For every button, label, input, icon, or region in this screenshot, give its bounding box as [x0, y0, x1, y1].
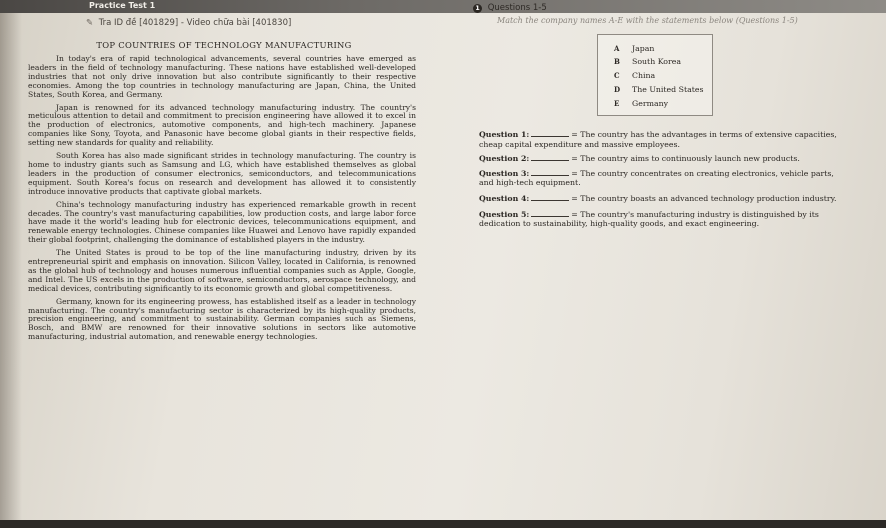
question-1: [479, 130, 849, 149]
question-label: Question 5:: [479, 209, 530, 219]
question-text: = The country aims to continuously launch new products.: [571, 154, 800, 164]
option-name: Japan: [632, 44, 655, 53]
option-letter: E: [614, 99, 620, 108]
article-paragraph: In today's era of rapid technological advancements, several countries have emerged as leaders in the field of technology manufacturing. These nations have established well-developed industries that not only drive innovation but also contribute significantly to their respective economies. Among the top countries in technology manufacturing are Japan, China, the United States, South Korea, and Germany.: [28, 54, 416, 99]
source-line[interactable]: [86, 18, 291, 28]
question-badge: 1: [473, 4, 482, 13]
page-shadow: [0, 0, 22, 528]
question-label: Question 4:: [479, 193, 530, 203]
article-paragraph: South Korea has also made significant strides in technology manufacturing. The country is home to industry giants such as Samsung and LG, which have established themselves as global leaders in the production of consumer electronics, semiconductors, and telecommunications equipment. South Korea's focus on research and development has allowed it to consistently introduce innovative products that captivate global markets.: [28, 151, 416, 196]
option-letter: B: [614, 57, 620, 66]
options-box: [597, 34, 713, 116]
question-text: = The country has the advantages in terms of extensive capacities, cheap capital expenditure and massive employees.: [479, 130, 837, 149]
question-label: Question 3:: [479, 168, 530, 178]
question-text: = The country's manufacturing industry is distinguished by its dedication to sustainability, high-quality goods, and exact engineering.: [479, 209, 819, 229]
question-4: [479, 194, 849, 204]
question-list: [479, 130, 849, 231]
question-5: [479, 210, 849, 229]
instruction-text: Match the company names A-E with the statements below (Questions 1-5): [497, 16, 798, 25]
answer-blank[interactable]: [531, 210, 569, 217]
question-2: [479, 154, 849, 164]
question-label: Question 2:: [479, 154, 530, 164]
question-label: Question 1:: [479, 130, 530, 139]
question-text: = The country boasts an advanced technology production industry.: [571, 193, 837, 203]
article: [28, 40, 416, 346]
bottom-edge: [0, 520, 886, 528]
option-name: The United States: [632, 85, 704, 94]
option-name: China: [632, 71, 656, 80]
option-name: South Korea: [632, 57, 681, 66]
pencil-icon: ✎: [86, 18, 94, 28]
questions-header: [473, 3, 547, 13]
question-3: [479, 169, 849, 188]
article-paragraph: Germany, known for its engineering prowess, has established itself as a leader in technology manufacturing. The country's manufacturing sector is characterized by its high-quality products, precision engineering, and commitment to sustainability. German companies such as Siemens, Bosch, and BMW are renowned for their innovative solutions in sectors like automotive manufacturing, industrial automation, and renewable energy technologies.: [28, 296, 416, 342]
answer-blank[interactable]: [531, 130, 569, 137]
top-bar: [0, 0, 886, 13]
option-letter: D: [614, 85, 621, 94]
source-line-text[interactable]: Tra ID đề [401829] - Video chữa bài [401830]: [98, 18, 292, 28]
question-text: = The country concentrates on creating electronics, vehicle parts, and high-tech equipment.: [479, 168, 834, 188]
option-letter: C: [614, 71, 620, 80]
practice-title: Practice Test 1: [89, 1, 156, 10]
article-title: TOP COUNTRIES OF TECHNOLOGY MANUFACTURING: [96, 40, 352, 50]
article-paragraph: The United States is proud to be top of the line manufacturing industry, driven by its entrepreneurial spirit and emphasis on innovation. Silicon Valley, located in California, is renowned as the global hub of technology and houses numerous influential companies such as Apple, Google, and Intel. The US excels in the production of software, semiconductors, aerospace technology, and medical devices, contributing significantly to its economic growth and global competitiveness.: [28, 248, 416, 293]
option-name: Germany: [632, 99, 669, 108]
answer-blank[interactable]: [531, 194, 569, 201]
answer-blank[interactable]: [531, 154, 569, 161]
article-paragraph: Japan is renowned for its advanced technology manufacturing industry. The country's meticulous attention to detail and commitment to precision engineering have allowed it to excel in the production of electronics, automotive components, and high-tech machinery. Japanese companies like Sony, Toyota, and Panasonic have become global giants in their respective fields, setting new standards for quality and reliability.: [28, 102, 416, 148]
answer-blank[interactable]: [531, 169, 569, 176]
article-paragraph: China's technology manufacturing industry has experienced remarkable growth in recent decades. The country's vast manufacturing capabilities, low production costs, and large labor force have made it the world's leading hub for electronic devices, telecommunications equipment, and renewable energy technologies. Chinese companies like Huawei and Lenovo have rapidly expanded their global footprint, challenging the dominance of established players in the industry.: [28, 199, 416, 245]
questions-title: Questions 1-5: [487, 3, 547, 13]
option-letter: A: [614, 44, 620, 53]
